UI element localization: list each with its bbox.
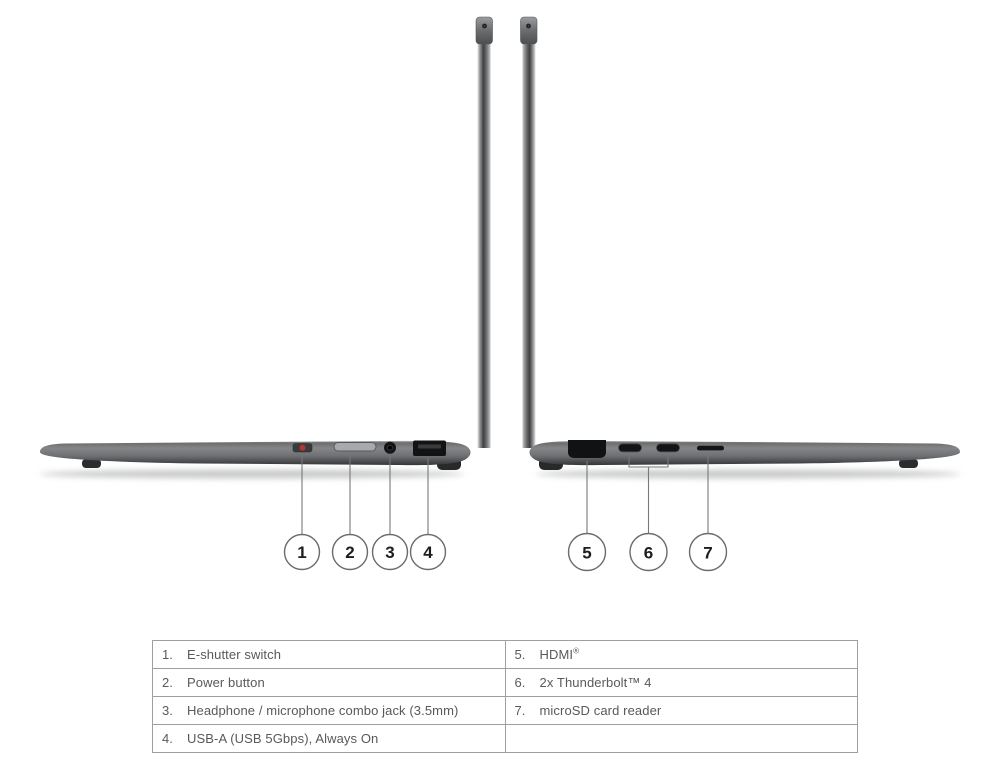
callout-bubbles	[285, 534, 727, 571]
callout-7-number: 7	[703, 543, 713, 563]
laptop-shadow	[40, 470, 464, 479]
callout-2	[333, 535, 368, 570]
table-row	[153, 725, 858, 753]
table-row	[153, 641, 858, 669]
camera-bump	[521, 17, 538, 44]
legend-number: 4.	[162, 731, 173, 746]
legend-label: USB-A (USB 5Gbps), Always On	[187, 731, 379, 746]
callout-1	[285, 535, 320, 570]
callout-6-number: 6	[643, 543, 654, 563]
webcam-lens-icon	[484, 25, 486, 27]
legend-label: Power button	[187, 675, 265, 690]
ports-legend-table	[152, 640, 858, 753]
table-row	[153, 697, 858, 725]
webcam-lens-icon	[528, 25, 530, 27]
legend-number: 3.	[162, 703, 173, 718]
legend-number: 1.	[162, 647, 173, 662]
microsd-slot	[697, 446, 724, 451]
legend-cell-1	[153, 641, 506, 669]
callout-3-number: 3	[385, 543, 395, 562]
camera-bump	[476, 17, 493, 44]
power-button	[334, 443, 376, 452]
callout-7	[690, 534, 727, 571]
callout-1-number: 1	[297, 543, 307, 562]
hdmi-port	[568, 440, 606, 458]
callout-5-number: 5	[582, 543, 592, 563]
laptop-shadow	[536, 470, 960, 479]
leader-6-bracket	[629, 457, 668, 534]
legend-cell-empty	[505, 725, 858, 753]
e-shutter-red-dot	[300, 445, 306, 451]
callout-leader-lines	[302, 454, 708, 534]
base-chassis	[40, 441, 471, 465]
legend-label: 2x Thunderbolt™ 4	[539, 675, 652, 690]
callout-4-number: 4	[423, 543, 433, 562]
screen-edge	[523, 24, 536, 448]
legend-number: 7.	[514, 703, 526, 718]
registered-mark: ®	[573, 646, 580, 656]
laptop-left-side-view	[521, 17, 961, 479]
legend-cell-7	[505, 697, 858, 725]
legend-number: 5.	[514, 647, 526, 662]
legend-label: Headphone / microphone combo jack (3.5mm)	[187, 703, 459, 718]
callout-2-number: 2	[345, 543, 355, 562]
legend-label: microSD card reader	[539, 703, 662, 718]
legend-cell-3	[153, 697, 506, 725]
laptop-right-side-view	[40, 17, 493, 479]
legend-cell-4	[153, 725, 506, 753]
legend-cell-6	[505, 669, 858, 697]
callout-5	[569, 534, 606, 571]
callout-6	[630, 534, 667, 571]
callout-4	[411, 535, 446, 570]
legend-number: 6.	[514, 675, 526, 690]
thunderbolt-port-1	[619, 444, 642, 452]
thunderbolt-port-2	[657, 444, 680, 452]
legend-label: HDMI	[539, 647, 574, 662]
screen-edge	[478, 24, 491, 448]
legend-number: 2.	[162, 675, 173, 690]
callout-3	[373, 535, 408, 570]
headphone-jack-hole	[388, 445, 393, 450]
usb-a-tongue	[418, 445, 441, 449]
legend-cell-5	[505, 641, 858, 669]
legend-cell-2	[153, 669, 506, 697]
table-row	[153, 669, 858, 697]
legend-label: E-shutter switch	[187, 647, 282, 662]
